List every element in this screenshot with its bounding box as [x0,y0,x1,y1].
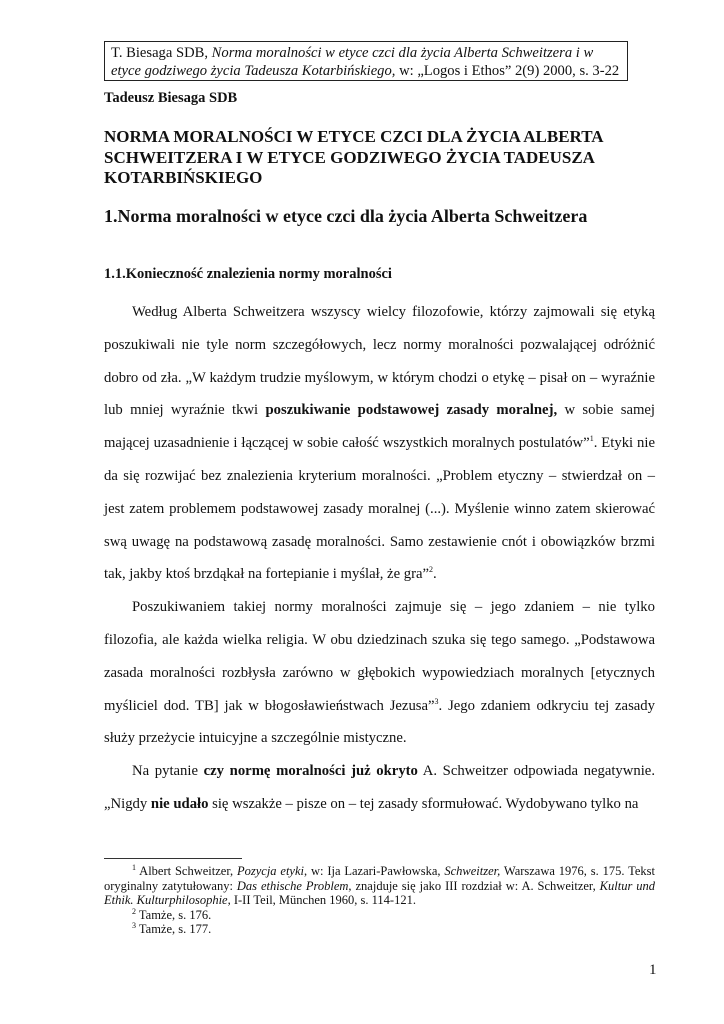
italic-text: Pozycja etyki [236,864,304,878]
body-text [104,296,655,821]
text-run: . [433,566,437,583]
author-line: Tadeusz Biesaga SDB [104,90,238,106]
citation-title: Norma moralności w etyce czci dla życia Alberta Schweitzera i w etyce godziwego życia Tadeusza Kotarbińskiego, [111,45,594,79]
text-run: A. Schweitzer odpowiada negatywnie. „Nigdy [104,763,655,812]
footnote-3 [104,922,655,937]
text-run: Warszawa 1976, s. 175. Tekst oryginalny zatytułowany: [104,864,656,893]
emphasis-text: poszukiwanie podstawowej zasady moralnej, [265,402,558,419]
section-heading: 1.Norma moralności w etyce czci dla życia Alberta Schweitzera [104,206,588,226]
emphasis-text: nie udało [150,795,209,812]
text-run: Według Alberta Schweitzera wszyscy wielcy filozofowie, którzy zajmowali się etyką poszukiwali nie tyle norm szczegółowych, lecz normy moralności pozwalającej odróżnić dobro od zła. „W każdym trudzie myślowym, w którym chodzi o etykę – pisał on – wyraźnie lub mniej wyraźnie tkwi [104,304,655,419]
footnote-ref: 3 [434,696,439,706]
paragraph-3 [104,755,655,821]
footnote-divider [104,858,242,859]
text-run: Poszukiwaniem takiej normy moralności zajmuje się – jego zdaniem – nie tylko filozofia, ale każda wielka religia. W obu dziedzinach szuka się tego samego. „Podstawowa zasada moralności rozbłysła zarówno w głębokich wypowiedziach moralnych [etycznych myśliciel dod. TB] jak w błogosławieństwach Jezusa” [104,599,655,714]
text-run: I-II Teil, München 1960, s. 114-121. [230,893,416,908]
footnote-1 [104,864,655,908]
text-run: Tamże, s. 177. [136,922,212,937]
paragraph-2 [104,591,655,755]
text-run: . Etyki nie da się rozwijać bez znalezienia kryterium moralności. „Problem etyczny – stwierdzał on – jest zatem problemem podstawowej zasady moralnej (...). Myślenie winno zatem skierować swą uwagę na podstawową zasadę moralności. Samo zestawienie cnót i obowiązków brzmi tak, jakby ktoś brzdąkał na fortepianie i myślał, że gra” [104,435,656,583]
text-run: w sobie samej mającej uzasadnienie i łączącej w sobie całość wszystkich moralnych postulatów” [104,402,655,452]
paragraph-1 [104,296,655,591]
italic-text: Kultur und Ethik. Kulturphilosophie, [104,878,655,908]
footnotes [104,864,655,937]
subsection-heading: 1.1.Konieczność znalezienia normy moralności [104,266,392,282]
text-run: , w: Ija Lazari-Pawłowska, [303,864,445,878]
footnote-number: 2 [132,906,136,916]
citation-author: T. Biesaga SDB, [111,45,212,61]
text-run: Tamże, s. 176. [136,907,212,922]
italic-text: Das ethische Problem, [236,878,352,893]
footnote-2 [104,908,655,923]
footnote-ref: 1 [589,434,594,444]
italic-text: Schweitzer, [444,864,501,878]
citation-box [104,41,628,81]
text-run: Na pytanie [132,763,204,780]
citation-source: w: „Logos i Ethos” 2(9) 2000, s. 3-22 [395,63,620,79]
text-run: znajduje się jako III rozdział w: A. Schweitzer, [351,878,600,893]
text-run: się wszakże – pisze on – tej zasady sformułować. Wydobywano tylko na [208,795,639,812]
text-run: . Jego zdaniem odkryciu tej zasady służy przeżycie intuicyjne a szczególnie mistyczne. [104,697,655,747]
footnote-number: 1 [132,862,136,872]
emphasis-text: czy normę moralności już okryto [203,763,418,780]
main-title: NORMA MORALNOŚCI W ETYCE CZCI DLA ŻYCIA ALBERTA SCHWEITZERA I W ETYCE GODZIWEGO ŻYCIA TADEUSZA KOTARBIŃSKIEGO [104,127,603,187]
page-number: 1 [649,962,657,978]
footnote-number: 3 [132,921,136,931]
footnote-ref: 2 [429,565,434,575]
text-run: Albert Schweitzer, [136,864,237,878]
